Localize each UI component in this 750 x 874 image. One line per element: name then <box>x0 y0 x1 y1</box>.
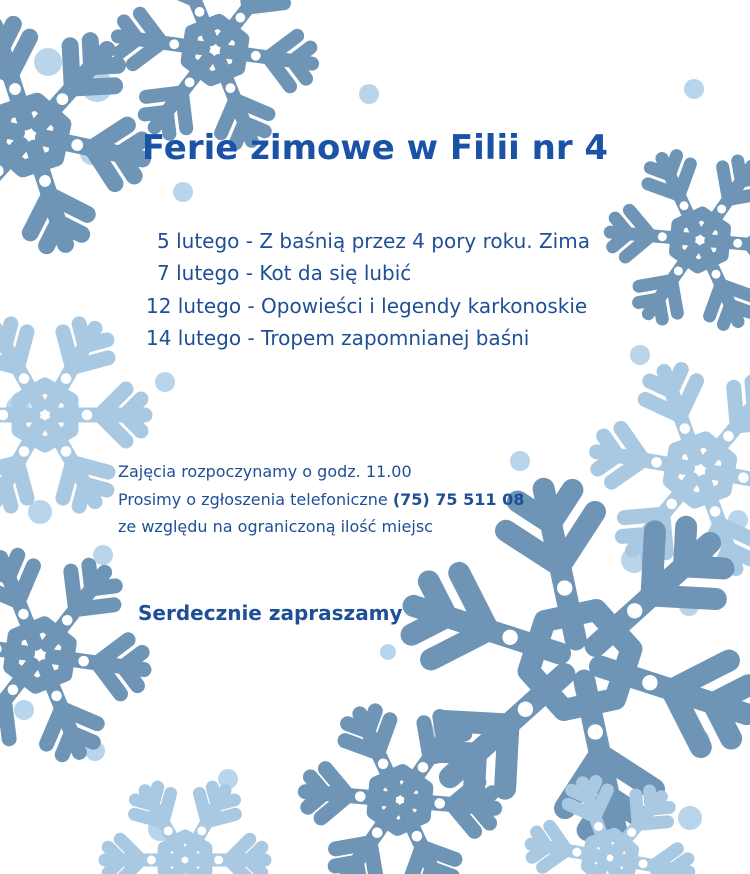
event-item: 14 lutego - Tropem zapomnianej baśni <box>146 326 530 350</box>
snow-dot <box>684 79 704 99</box>
limit-text: ze względu na ograniczoną ilość miejsc <box>118 517 433 536</box>
snow-dot <box>630 345 650 365</box>
closing-invitation: Serdecznie zapraszamy <box>138 601 403 625</box>
snow-dot <box>93 545 113 565</box>
snow-dot <box>678 806 702 830</box>
snow-dot <box>14 700 34 720</box>
snowflake-icon <box>603 150 750 329</box>
event-item: 12 lutego - Opowieści i legendy karkonoskie <box>146 294 588 318</box>
event-item: 7 lutego - Kot da się lubić <box>157 261 412 285</box>
page-title: Ferie zimowe w Filii nr 4 <box>141 128 609 168</box>
phone-number: (75) 75 511 08 <box>392 490 525 509</box>
event-item: 5 lutego - Z baśnią przez 4 pory roku. Zima <box>157 229 590 253</box>
snow-dot <box>173 182 193 202</box>
start-time-text: Zajęcia rozpoczynamy o godz. 11.00 <box>118 462 412 481</box>
signup-text <box>118 490 524 509</box>
signup-label: Prosimy o zgłoszenia telefoniczne <box>118 490 388 509</box>
snowflake-icon <box>298 705 502 874</box>
snowflake-icon <box>105 787 265 874</box>
snow-dot <box>359 84 379 104</box>
snowflake-icon <box>0 546 157 765</box>
snow-dot <box>510 451 530 471</box>
snow-dot <box>155 372 175 392</box>
snow-dot <box>380 644 396 660</box>
snow-dot <box>34 48 62 76</box>
